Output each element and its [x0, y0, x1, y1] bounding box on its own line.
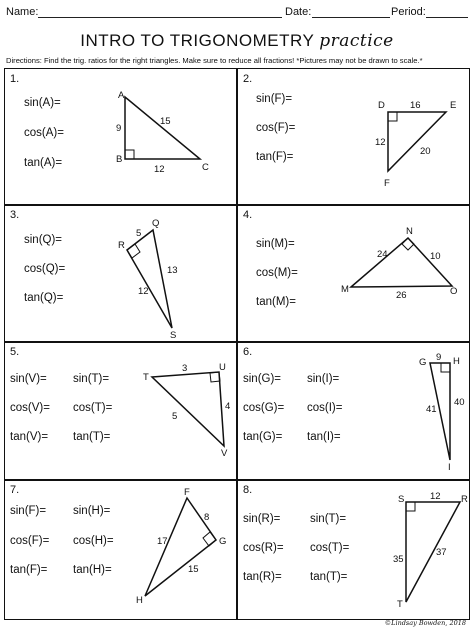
right-angle-mark — [388, 112, 397, 121]
side-label: 4 — [225, 401, 231, 412]
date-label: Date: — [285, 6, 312, 18]
right-angle-mark — [127, 244, 140, 258]
vertex-label: H — [453, 356, 460, 367]
prompt-tan: tan(I)= — [307, 431, 341, 443]
vertex-label: R — [118, 240, 125, 251]
side-label: 37 — [436, 547, 447, 558]
vertex-label: R — [461, 494, 468, 505]
prompt-cos: cos(F)= — [256, 122, 296, 134]
side-label: 16 — [410, 100, 421, 111]
triangle-5 — [152, 372, 224, 446]
prompt-cos: cos(F)= — [10, 535, 50, 547]
vertex-label: F — [384, 178, 390, 189]
vertex-label: T — [397, 599, 403, 610]
prompt-cos: cos(V)= — [10, 402, 50, 414]
prompt-tan: tan(M)= — [256, 296, 296, 308]
vertex-label: O — [450, 286, 458, 297]
side-label: 12 — [375, 137, 386, 148]
problem-number: 4. — [243, 209, 253, 221]
vertex-label: D — [378, 100, 385, 111]
side-label: 40 — [454, 397, 465, 408]
prompt-tan: tan(Q)= — [24, 292, 64, 304]
title-main: INTRO TO TRIGONOMETRY — [80, 31, 314, 50]
side-label: 15 — [160, 116, 171, 127]
prompt-sin: sin(T)= — [73, 373, 110, 385]
vertex-label: G — [419, 357, 427, 368]
right-angle-mark — [406, 502, 415, 511]
side-label: 24 — [377, 249, 388, 260]
prompt-cos: cos(I)= — [307, 402, 343, 414]
side-label: 3 — [182, 363, 188, 374]
prompt-sin: sin(Q)= — [24, 234, 63, 246]
problem-number: 2. — [243, 73, 253, 85]
prompt-cos: cos(R)= — [243, 542, 284, 554]
prompt-cos: cos(T)= — [73, 402, 113, 414]
side-label: 13 — [167, 265, 178, 276]
prompt-sin: sin(H)= — [73, 505, 111, 517]
prompt-tan: tan(G)= — [243, 431, 283, 443]
problem-number: 8. — [243, 484, 253, 496]
prompt-sin: sin(T)= — [310, 513, 347, 525]
prompt-tan: tan(A)= — [24, 157, 63, 169]
title-accent: practice — [319, 31, 394, 51]
period-label: Period: — [391, 6, 426, 18]
copyright-footer: ©Lindsay Bowden, 2018 — [384, 619, 466, 627]
vertex-label: E — [450, 100, 457, 111]
vertex-label: Q — [152, 218, 160, 229]
prompt-cos: cos(A)= — [24, 127, 64, 139]
side-label: 35 — [393, 554, 404, 565]
prompt-tan: tan(F)= — [256, 151, 294, 163]
prompt-sin: sin(G)= — [243, 373, 282, 385]
vertex-label: I — [448, 462, 451, 473]
vertex-label: U — [219, 362, 226, 373]
vertex-label: G — [219, 536, 227, 547]
prompt-cos: cos(Q)= — [24, 263, 66, 275]
prompt-tan: tan(R)= — [243, 571, 282, 583]
side-label: 15 — [188, 564, 199, 575]
prompt-sin: sin(A)= — [24, 97, 61, 109]
prompt-cos: cos(H)= — [73, 535, 114, 547]
side-label: 12 — [138, 286, 149, 297]
prompt-sin: sin(M)= — [256, 238, 295, 250]
problem-number: 6. — [243, 346, 253, 358]
side-label: 41 — [426, 404, 437, 415]
problem-number: 5. — [10, 346, 20, 358]
triangle-8 — [406, 502, 460, 602]
side-label: 20 — [420, 146, 431, 157]
side-label: 12 — [430, 491, 441, 502]
vertex-label: A — [118, 90, 125, 101]
triangle-1 — [125, 97, 200, 159]
vertex-label: C — [202, 162, 209, 173]
vertex-label: F — [184, 487, 190, 498]
side-label: 10 — [430, 251, 441, 262]
vertex-label: N — [406, 226, 413, 237]
problem-number: 3. — [10, 209, 20, 221]
vertex-label: S — [170, 330, 177, 341]
vertex-label: B — [116, 154, 123, 165]
side-label: 9 — [116, 123, 122, 134]
vertex-label: H — [136, 595, 143, 606]
directions-text: Directions: Find the trig. ratios for the right triangles. Make sure to reduce all fractions! *Pictures may not be drawn to scale.* — [6, 56, 423, 65]
prompt-sin: sin(R)= — [243, 513, 281, 525]
right-angle-mark — [402, 238, 414, 250]
prompt-tan: tan(T)= — [310, 571, 348, 583]
side-label: 5 — [172, 411, 178, 422]
side-label: 17 — [157, 536, 168, 547]
prompt-tan: tan(T)= — [73, 431, 111, 443]
right-angle-mark — [203, 532, 216, 546]
problem-number: 7. — [10, 484, 20, 496]
prompt-cos: cos(T)= — [310, 542, 350, 554]
prompt-cos: cos(M)= — [256, 267, 298, 279]
vertex-label: T — [143, 372, 149, 383]
problem-number: 1. — [10, 73, 20, 85]
side-label: 8 — [204, 512, 210, 523]
side-label: 26 — [396, 290, 407, 301]
prompt-tan: tan(V)= — [10, 431, 49, 443]
prompt-tan: tan(H)= — [73, 564, 112, 576]
prompt-tan: tan(F)= — [10, 564, 48, 576]
right-angle-mark — [441, 363, 450, 372]
prompt-sin: sin(I)= — [307, 373, 340, 385]
vertex-label: M — [341, 284, 349, 295]
name-label: Name: — [6, 6, 39, 18]
prompt-sin: sin(V)= — [10, 373, 47, 385]
right-angle-mark — [125, 150, 134, 159]
side-label: 12 — [154, 164, 165, 175]
vertex-label: S — [398, 494, 405, 505]
triangle-4 — [351, 238, 452, 287]
side-label: 9 — [436, 352, 442, 363]
prompt-sin: sin(F)= — [10, 505, 47, 517]
vertex-label: V — [221, 448, 228, 459]
prompt-cos: cos(G)= — [243, 402, 285, 414]
side-label: 5 — [136, 228, 142, 239]
prompt-sin: sin(F)= — [256, 93, 293, 105]
